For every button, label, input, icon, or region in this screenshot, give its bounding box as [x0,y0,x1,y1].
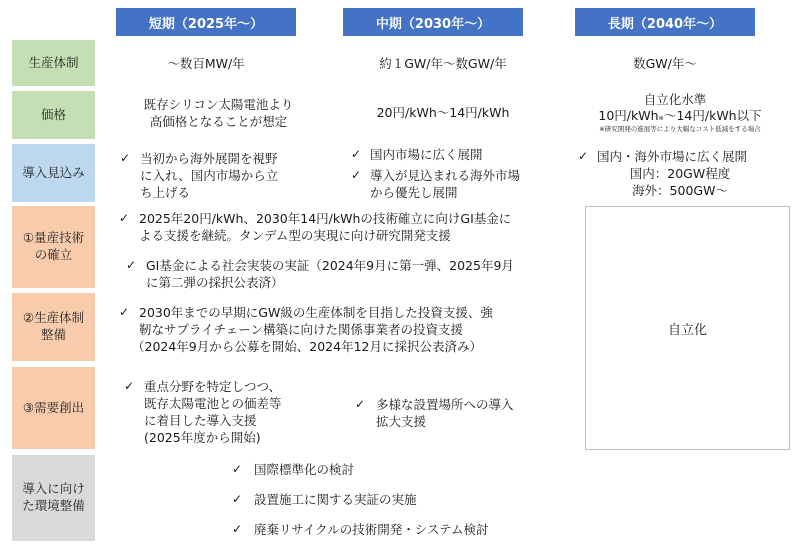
check-icon: ✓ [355,397,366,411]
price-long-line2b: 〜14円/kWh以下 [663,108,762,123]
row-label-environment [12,455,95,541]
tech-item1-line2: よる支援を継続。タンデム型の実現に向け研究開発支援 [139,228,451,243]
price-long-line2a: 10円/kWh [598,108,659,123]
production-short: 〜数百MW/年 [167,56,245,71]
check-icon: ✓ [120,151,131,165]
check-icon: ✓ [232,522,243,536]
system-item1-line2: 靭なサプライチェーン構築に向けた関係事業者の投資支援 [139,322,464,337]
environment-item2: 設置施工に関する実証の実施 [254,492,417,507]
row-label-environment-line1: 導入に向け [22,481,85,497]
demand-short-line4: (2025年度から開始) [144,430,261,445]
demand-short-line1: 重点分野を特定しつつ、 [144,379,282,394]
demand-mid-line1: 多様な設置場所への導入 [376,397,514,412]
check-icon: ✓ [119,305,130,319]
price-long-line2 [575,107,785,124]
outlook-mid-item1: 国内市場に広く展開 [370,147,483,162]
price-short-line2: 高価格となることが想定 [149,114,288,129]
demand-short-line3: に着目した導入支援 [144,413,257,428]
outlook-long-line2: 国内：20GW程度 [629,166,731,181]
header-short-term: 短期（2025年〜） [116,8,296,36]
outlook-mid-item2-line2: から優先し展開 [370,185,458,200]
outlook-short-line2: に入れ、国内市場から立 [140,168,279,183]
demand-mid-line2: 拡大支援 [376,414,427,429]
row-label-tech-line1: ①量産技術 [22,230,85,246]
row-label-outlook: 導入見込み [12,144,95,202]
tech-item1-line1: 2025年20円/kWh、2030年14円/kWhの技術確立に向けGI基金に [139,211,512,226]
check-icon: ✓ [124,379,135,393]
check-icon: ✓ [232,462,243,476]
row-label-tech-line2: の確立 [34,247,73,262]
outlook-short-line3: ち上げる [140,185,191,200]
tech-item2-line1: GI基金による社会実装の実証（2024年9月に第一弾、2025年9月 [146,258,514,273]
outlook-mid-item2-line1: 導入が見込まれる海外市場 [370,168,521,183]
outlook-long-line3: 海外：500GW〜 [632,183,728,198]
outlook-long-line1: 国内・海外市場に広く展開 [597,149,748,164]
production-long: 数GW/年〜 [633,56,697,71]
row-label-demand: ③需要創出 [12,367,95,449]
price-long-mark: ※ [658,114,664,122]
system-item1-line3: （2024年9月から公募を開始、2024年12月に採択公表済み） [132,339,482,354]
row-label-environment-line2: た環境整備 [22,498,85,513]
environment-item3: 廃棄リサイクルの技術開発・システム検討 [254,522,489,537]
price-long-line1: 自立化水準 [643,92,707,107]
production-mid: 約１GW/年〜数GW/年 [379,56,507,71]
row-label-price: 価格 [12,91,95,139]
outlook-short-line1: 当初から海外展開を視野 [140,151,278,166]
row-label-system-line1: ②生産体制 [22,310,85,326]
check-icon: ✓ [351,147,362,161]
long-term-autonomy-box [585,206,790,450]
header-mid-term: 中期（2030年〜） [343,8,523,36]
header-long-term: 長期（2040年〜） [575,8,755,36]
row-label-production: 生産体制 [12,40,95,86]
check-icon: ✓ [351,168,362,182]
environment-item1: 国際標準化の検討 [254,462,355,477]
long-term-autonomy-label: 自立化 [667,322,707,338]
price-long-note: ※研究開発の進展等により大幅なコスト低減をする場合 [599,125,761,133]
check-icon: ✓ [232,492,243,506]
row-label-system [12,293,95,361]
row-label-tech [12,206,95,288]
check-icon: ✓ [126,258,137,272]
price-short-line1: 既存シリコン太陽電池より [143,97,294,112]
price-mid: 20円/kWh〜14円/kWh [376,105,510,120]
check-icon: ✓ [578,149,589,163]
demand-short-line2: 既存太陽電池との価差等 [144,396,282,411]
check-icon: ✓ [119,211,130,225]
row-label-system-line2: 整備 [40,327,66,342]
system-item1-line1: 2030年までの早期にGW級の生産体制を目指した投資支援、強 [139,305,493,320]
tech-item2-line2: に第二弾の採択公表済） [146,275,284,290]
